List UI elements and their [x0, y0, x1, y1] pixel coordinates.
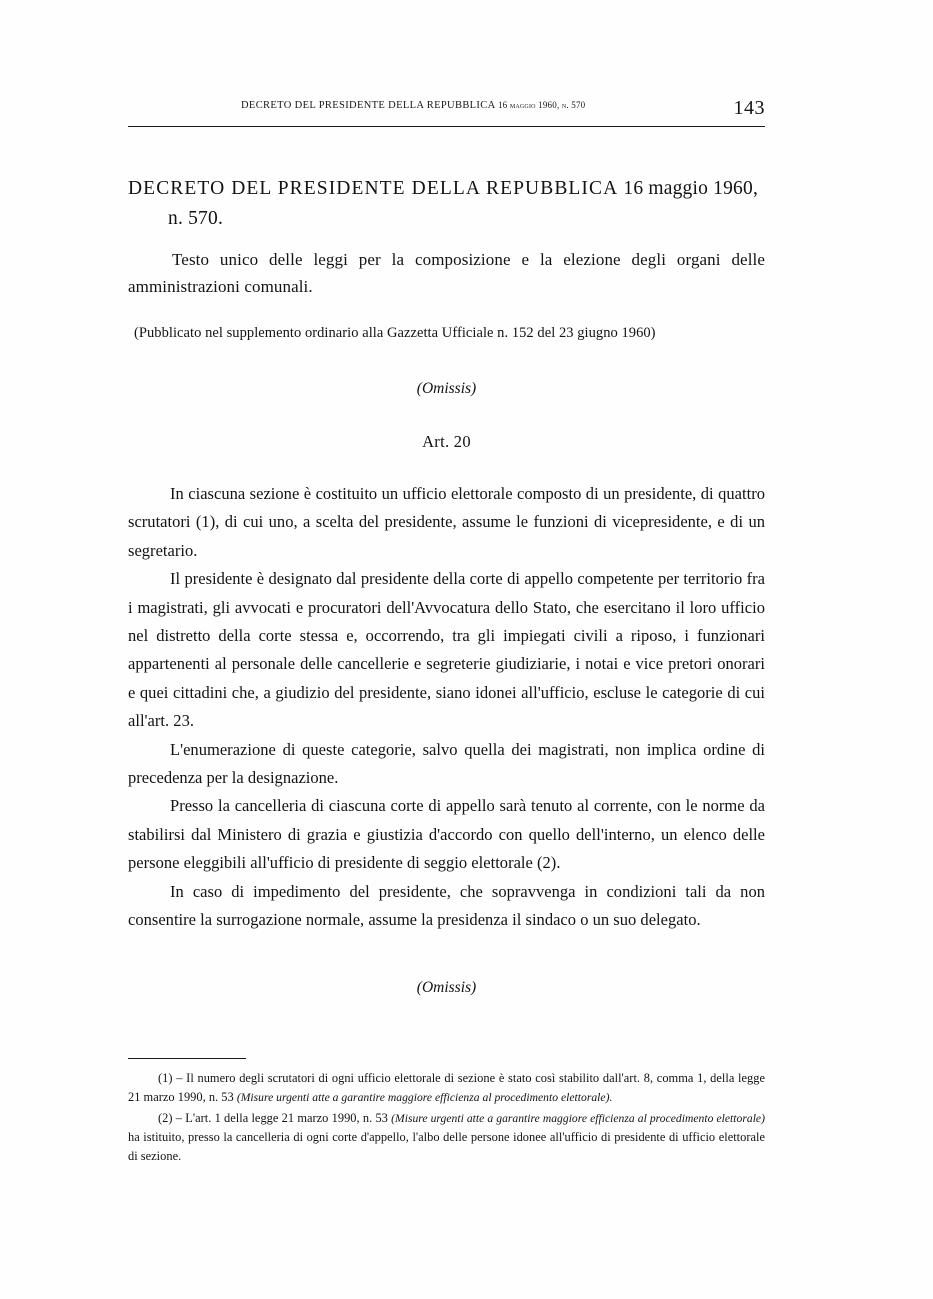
header-divider: [128, 126, 765, 127]
document-title-number: n. 570.: [168, 208, 224, 229]
footnote-1-italic: (Misure urgenti atte a garantire maggiore efficienza al procedimento elettorale).: [236, 1091, 613, 1104]
paragraph: In caso di impedimento del presidente, che sopravvenga in condizioni tali da non consentire la surrogazione normale, assume la presidenza il sindaco o un suo delegato.: [128, 881, 765, 930]
paragraph: L'enumerazione di queste categorie, salvo quella dei magistrati, non implica ordine di precedenza per la designazione.: [128, 739, 765, 788]
footnote-2: [128, 1109, 765, 1166]
running-header-title-rest: 16 maggio 1960, n. 570: [497, 100, 586, 110]
footnote-1-text-before: (1) – Il numero degli scrutatori di ogni ufficio elettorale di sezione è stato così stabilito dall'art. 8, comma 1, della legge 21 marzo 1990, n. 53: [128, 1071, 765, 1104]
article-body: [128, 480, 765, 935]
footnote-divider: [128, 1058, 246, 1059]
paragraph: Presso la cancelleria di ciascuna corte di appello sarà tenuto al corrente, con le norme da stabilirsi dal Ministero di grazia e giustizia d'accordo con quello dell'interno, un elenco delle persone eleggibili all'ufficio di presidente di seggio elettorale (2).: [128, 796, 765, 873]
running-header-title-caps: DECRETO DEL PRESIDENTE DELLA REPUBBLICA: [241, 100, 495, 111]
page-content: [128, 92, 765, 997]
footnote-2-text-after: ha istituito, presso la cancelleria di ogni corte d'appello, l'albo delle persone idonee all'ufficio di presidente di ufficio elettorale di sezione.: [128, 1130, 765, 1163]
paragraph: In ciascuna sezione è costituito un ufficio elettorale composto di un presidente, di quattro scrutatori (1), di cui uno, a scelta del presidente, assume le funzioni di vicepresidente, e di un segretario.: [128, 484, 765, 560]
publication-note: (Pubblicato nel supplemento ordinario alla Gazzetta Ufficiale n. 152 del 23 giugno 1960): [134, 325, 656, 341]
running-header-title: [241, 100, 585, 111]
footnote-2-text-before: (2) – L'art. 1 della legge 21 marzo 1990, n. 53: [158, 1111, 392, 1125]
footnote-1: [128, 1069, 765, 1107]
document-subtitle: Testo unico delle leggi per la composizione e la elezione degli organi delle amministrazioni comunali.: [128, 250, 765, 296]
article-heading: Art. 20: [422, 432, 471, 451]
document-title-date: 16 maggio 1960,: [623, 178, 759, 199]
document-title-caps: DECRETO DEL PRESIDENTE DELLA REPUBBLICA: [128, 178, 619, 199]
page-number: 143: [733, 97, 765, 119]
omissis-second: (Omissis): [416, 978, 477, 996]
running-header: [128, 92, 765, 128]
omissis-first: (Omissis): [416, 380, 477, 397]
paragraph: Il presidente è designato dal presidente della corte di appello competente per territorio fra i magistrati, gli avvocati e procuratori dell'Avvocatura dello Stato, che esercitano il loro ufficio nel distretto della corte stessa e, occorrendo, tra gli impiegati civili a riposo, i funzionari appartenenti al personale delle cancellerie e segreterie giudiziarie, i notai e vice pretori onorari e quei cittadini che, a giudizio del presidente, siano idonei all'ufficio, escluse le categorie di cui all'art. 23.: [128, 569, 765, 731]
footnote-2-italic: (Misure urgenti atte a garantire maggiore efficienza al procedimento elettorale): [391, 1112, 765, 1125]
document-title: [128, 174, 765, 234]
footnote-area: [128, 1058, 765, 1168]
